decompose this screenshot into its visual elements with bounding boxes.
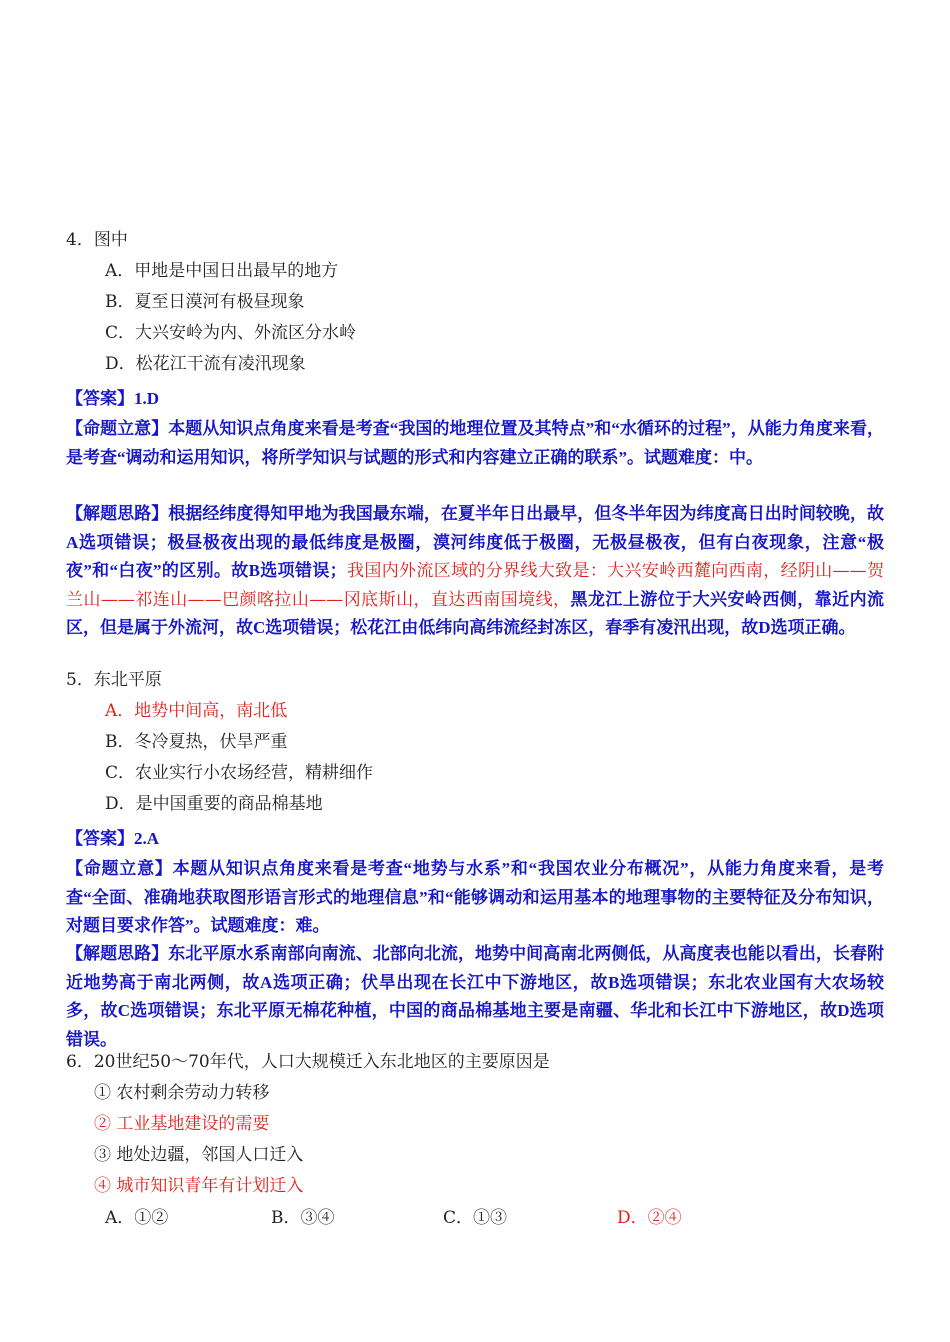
q6-item-2: ② 工业基地建设的需要 — [94, 1114, 270, 1134]
q4-answer: 【答案】1.D — [66, 389, 160, 408]
q6-choice-b: B．③④ — [271, 1208, 335, 1228]
q4-analysis-red: 我国内外流区域的分界线大致是：大兴安岭西麓向西南，经阴山——贺兰山——祁连山——巴颜喀拉山——冈底斯山，直达西南国境线， — [66, 561, 884, 610]
q4-analysis — [66, 500, 884, 643]
q5-option-b: B．冬冷夏热，伏旱严重 — [105, 732, 288, 752]
q5-answer: 【答案】2.A — [66, 829, 160, 848]
q4-intent: 【命题立意】本题从知识点角度来看是考查“我国的地理位置及其特点”和“水循环的过程”，从能力角度来看，是考查“调动和运用知识，将所学知识与试题的形式和内容建立正确的联系”。试题难度：中。 — [66, 419, 884, 467]
q6-choice-c: C．①③ — [443, 1208, 508, 1228]
q6-stem: 6．20世纪50～70年代，人口大规模迁入东北地区的主要原因是 — [66, 1052, 550, 1072]
q5-option-d: D．是中国重要的商品棉基地 — [105, 794, 323, 814]
q4-analysis-part2: 黑龙江上游位于大兴安岭西侧，靠近内流区，但是属于外流河，故C选项错误；松花江由低纬向高纬流经封冻区，春季有凌汛出现，故D选项正确。 — [66, 589, 885, 637]
q6-item-3: ③ 地处边疆，邻国人口迁入 — [94, 1145, 304, 1165]
q4-option-a: A．甲地是中国日出最早的地方 — [105, 261, 339, 281]
q4-stem: 4．图中 — [66, 230, 128, 250]
q6-item-1: ① 农村剩余劳动力转移 — [94, 1083, 270, 1103]
q5-option-c: C．农业实行小农场经营，精耕细作 — [105, 763, 374, 783]
q5-intent: 【命题立意】本题从知识点角度来看是考查“地势与水系”和“我国农业分布概况”，从能力角度来看，是考查“全面、准确地获取图形语言形式的地理信息”和“能够调动和运用基本的地理事物的主要特征及分布知识，对题目要求作答”。试题难度：难。 — [66, 859, 884, 935]
q6-item-4: ④ 城市知识青年有计划迁入 — [94, 1176, 304, 1196]
q5-analysis: 【解题思路】东北平原水系南部向南流、北部向北流，地势中间高南北两侧低，从高度表也能以看出，长春附近地势高于南北两侧，故A选项正确；伏旱出现在长江中下游地区，故B选项错误；东北农业国有大农场较多，故C选项错误；东北平原无棉花种植，中国的商品棉基地主要是南疆、华北和长江中下游地区，故D选项错误。 — [66, 944, 884, 1049]
q6-choice-d: D．②④ — [617, 1208, 682, 1228]
q5-option-a: A．地势中间高，南北低 — [105, 701, 288, 721]
q4-option-b: B．夏至日漠河有极昼现象 — [105, 292, 305, 312]
q6-choice-a: A．①② — [105, 1208, 169, 1228]
q4-analysis-part1: 【解题思路】根据经纬度得知甲地为我国最东端，在夏半年日出最早，但冬半年因为纬度高日出时间较晚，故A选项错误；极昼极夜出现的最低纬度是极圈，漠河纬度低于极圈，无极昼极夜，但有白夜现象，注意“极夜”和“白夜”的区别。故B选项错误； — [66, 504, 884, 580]
q4-option-c: C．大兴安岭为内、外流区分水岭 — [105, 323, 357, 343]
q4-option-d: D．松花江干流有凌汛现象 — [105, 354, 306, 374]
q5-stem: 5．东北平原 — [66, 670, 162, 690]
